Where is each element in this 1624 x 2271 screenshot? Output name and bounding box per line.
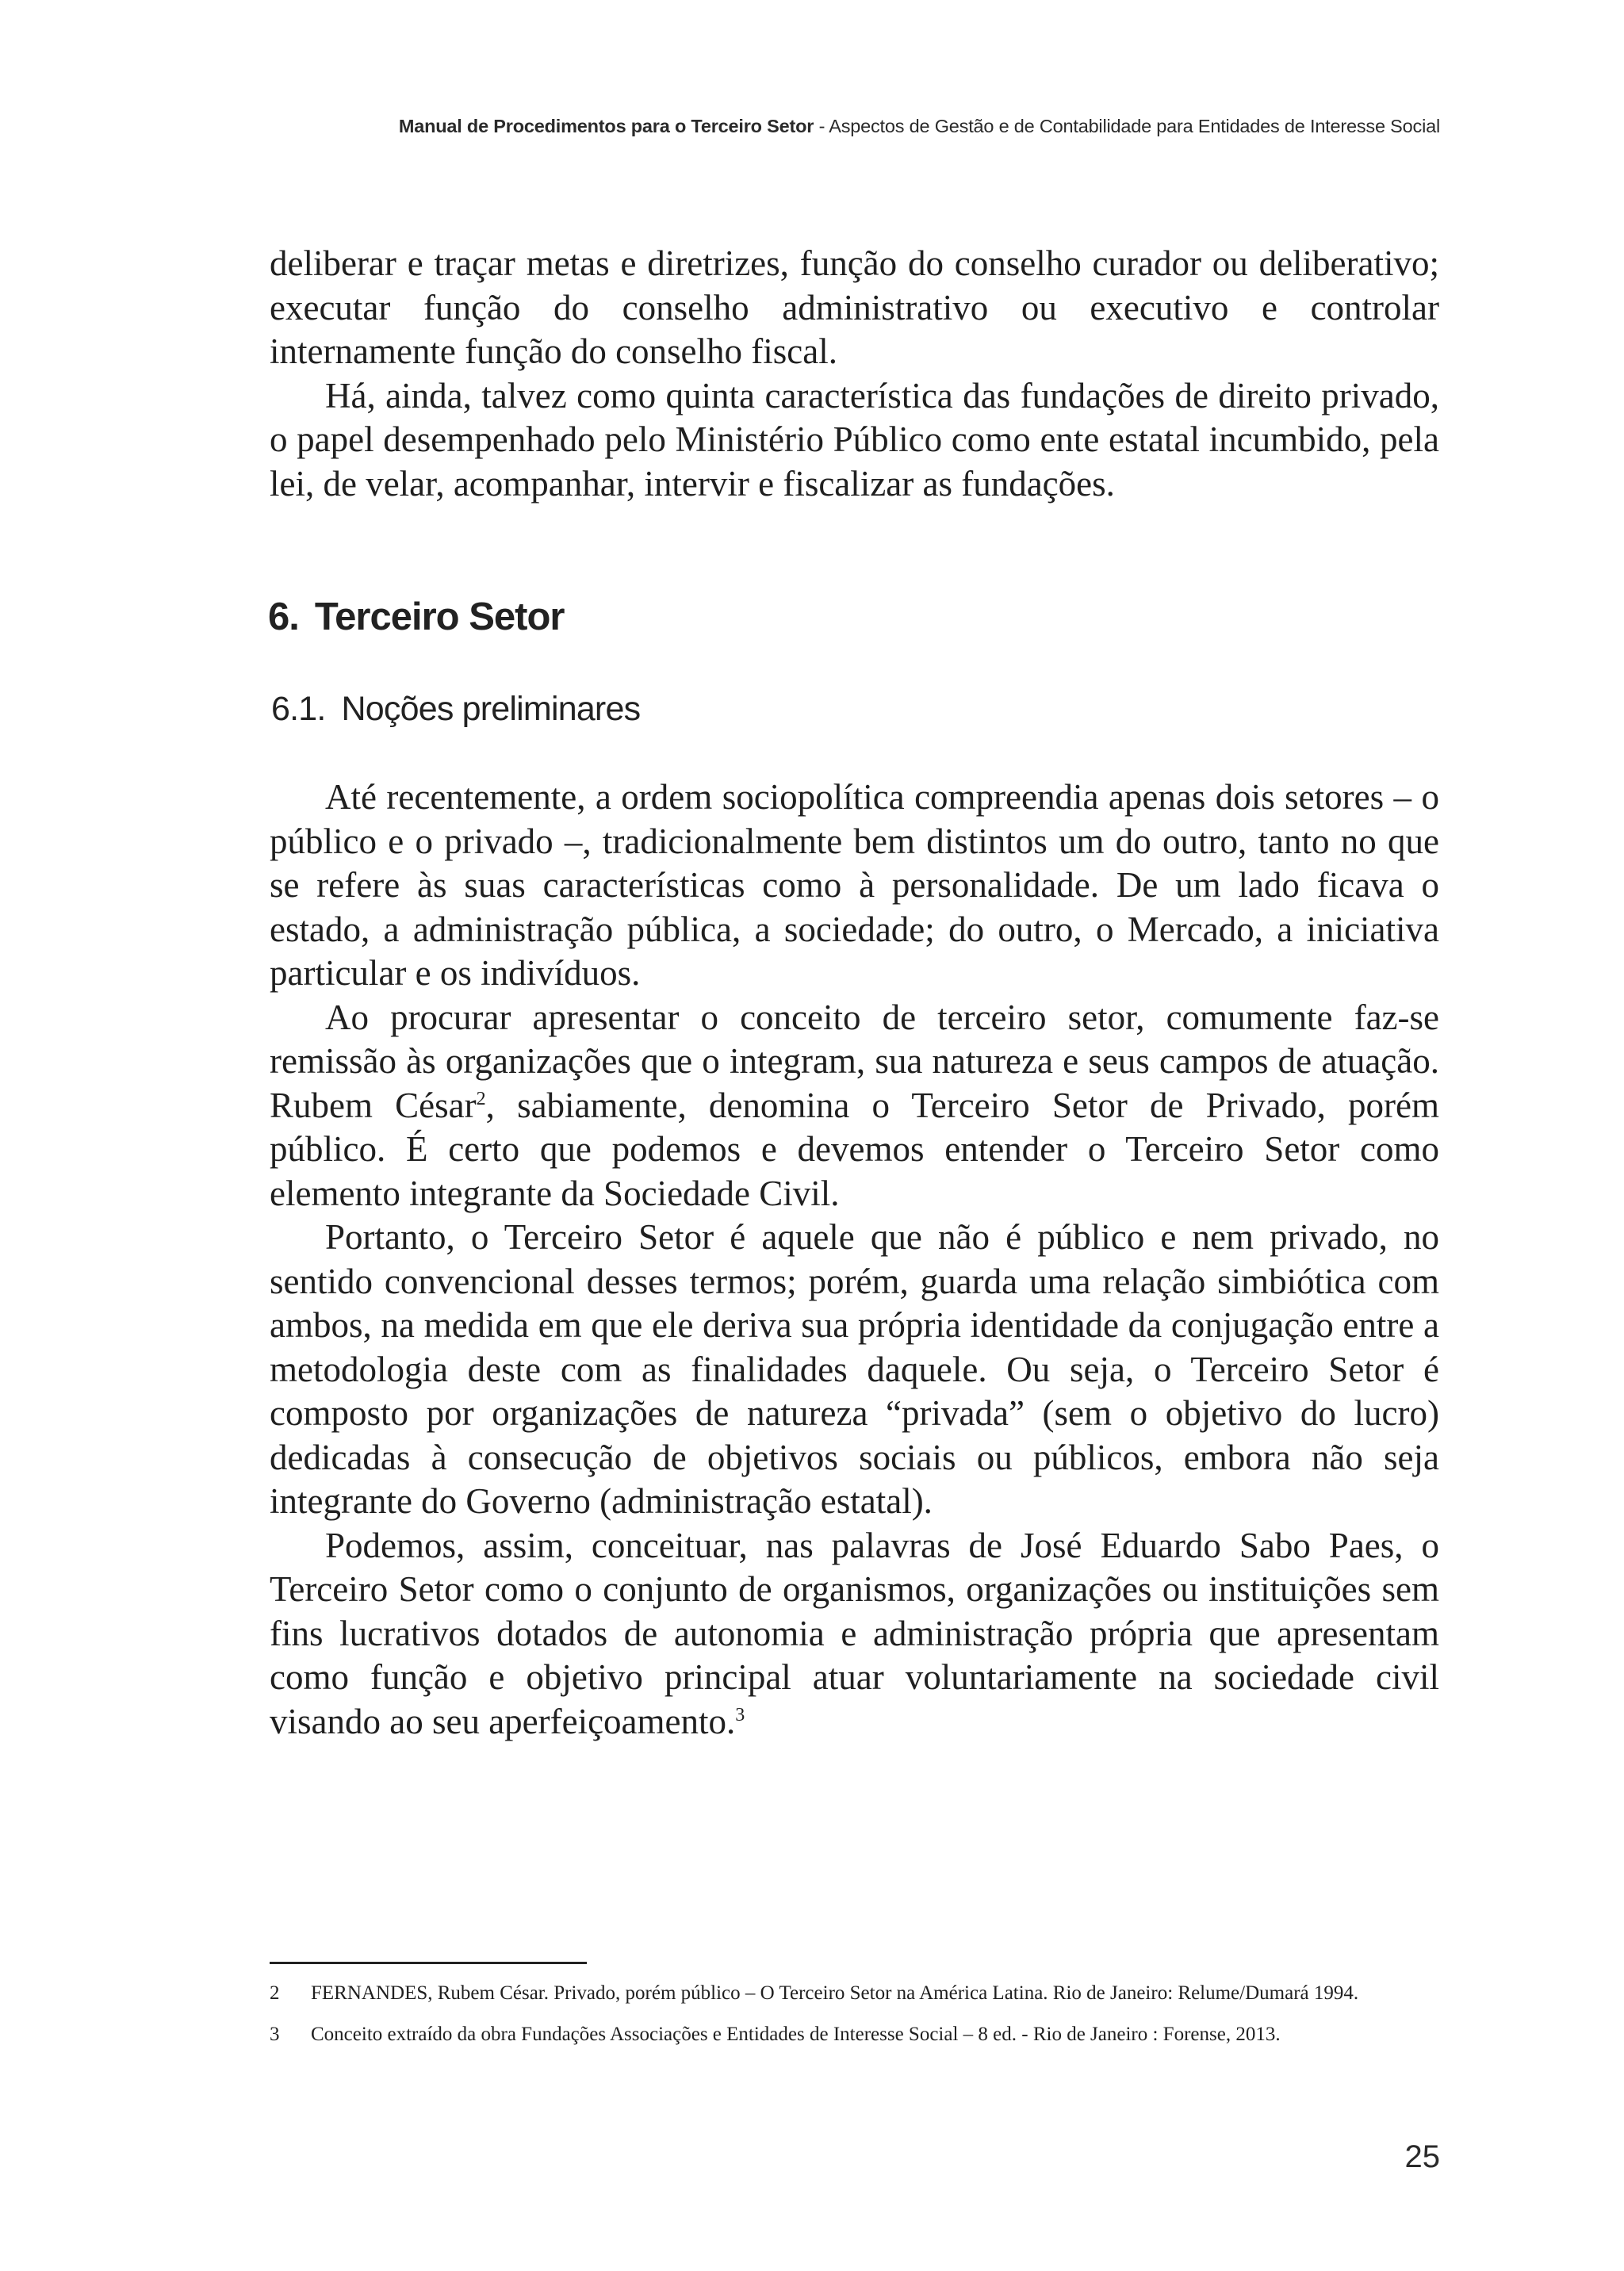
body-text: [270, 776, 1439, 1744]
page-number: 25: [1404, 2139, 1440, 2174]
section-title: Terceiro Setor: [314, 596, 565, 638]
body-paragraph-1: Até recentemente, a ordem sociopolítica compreendia apenas dois setores – o público e o privado –, tradicionalmente bem distintos um do outro, tanto no que se refere às suas características como à personalidade. De um lado ficava o estado, a administração pública, a sociedade; do outro, o Mercado, a iniciativa particular e os indivíduos.: [270, 777, 1439, 993]
section-heading: [268, 595, 564, 639]
intro-paragraph-2: Há, ainda, talvez como quinta característica das fundações de direito privado, o papel desempenhado pelo Ministério Público como ente estatal incumbido, pela lei, de velar, acompanhar, intervir e fiscalizar as fundações.: [270, 375, 1439, 504]
running-header: [399, 116, 1440, 137]
body-paragraph-2: [270, 996, 1439, 1216]
running-header-subtitle: Aspectos de Gestão e de Contabilidade para Entidades de Interesse Social: [829, 116, 1440, 136]
body-paragraph-4: [270, 1524, 1439, 1744]
intro-paragraph-1: deliberar e traçar metas e diretrizes, função do conselho curador ou deliberativo; executar função do conselho administrativo ou executivo e controlar internamente função do conselho fiscal.: [270, 243, 1439, 371]
body-paragraph-4-text: Podemos, assim, conceituar, nas palavras de José Eduardo Sabo Paes, o Terceiro Setor como o conjunto de organismos, organizações ou instituições sem fins lucrativos dotados de autonomia e administração própria que apresentam como função e objetivo principal atuar voluntariamente na sociedade civil visando ao seu aperfeiçoamento.: [270, 1525, 1439, 1741]
subsection-title: Noções preliminares: [341, 690, 641, 728]
footnotes: [270, 1982, 1443, 2065]
subsection-heading: [271, 690, 640, 729]
footnote-ref-2[interactable]: 2: [476, 1088, 486, 1109]
body-paragraph-2-text-a: Ao procurar apresentar o conceito de terceiro setor, comumente faz-se remissão às organizações que o integram, sua natureza e seus campos de atuação. Rubem César: [270, 997, 1439, 1125]
footnote-text: FERNANDES, Rubem César. Privado, porém público – O Terceiro Setor na América Latina. Rio de Janeiro: Relume/Dumará 1994.: [311, 1982, 1359, 2004]
footnote-divider: [270, 1962, 587, 1964]
body-paragraph-2-text-b: , sabiamente, denomina o Terceiro Setor de Privado, porém público. É certo que podemos e devemos entender o Terceiro Setor como elemento integrante da Sociedade Civil.: [270, 1085, 1440, 1213]
intro-text: [270, 242, 1439, 506]
footnote-number: 2: [270, 1982, 280, 2004]
running-header-separator: -: [814, 116, 829, 136]
footnote-2: [270, 1982, 1443, 2005]
subsection-number: 6.1.: [271, 690, 326, 728]
section-number: 6.: [268, 596, 299, 638]
footnote-text: Conceito extraído da obra Fundações Associações e Entidades de Interesse Social – 8 ed. - Rio de Janeiro : Forense, 2013.: [311, 2024, 1281, 2045]
footnote-number: 3: [270, 2024, 280, 2045]
running-header-title: Manual de Procedimentos para o Terceiro Setor: [398, 116, 814, 136]
footnote-ref-3[interactable]: 3: [735, 1704, 745, 1725]
body-paragraph-3: Portanto, o Terceiro Setor é aquele que não é público e nem privado, no sentido convencional desses termos; porém, guarda uma relação simbiótica com ambos, na medida em que ele deriva sua própria identidade da conjugação entre a metodologia deste com as finalidades daquele. Ou seja, o Terceiro Setor é composto por organizações de natureza “privada” (sem o objetivo do lucro) dedicadas à consecução de objetivos sociais ou públicos, embora não seja integrante do Governo (administração estatal).: [270, 1217, 1439, 1521]
footnote-3: [270, 2024, 1443, 2046]
